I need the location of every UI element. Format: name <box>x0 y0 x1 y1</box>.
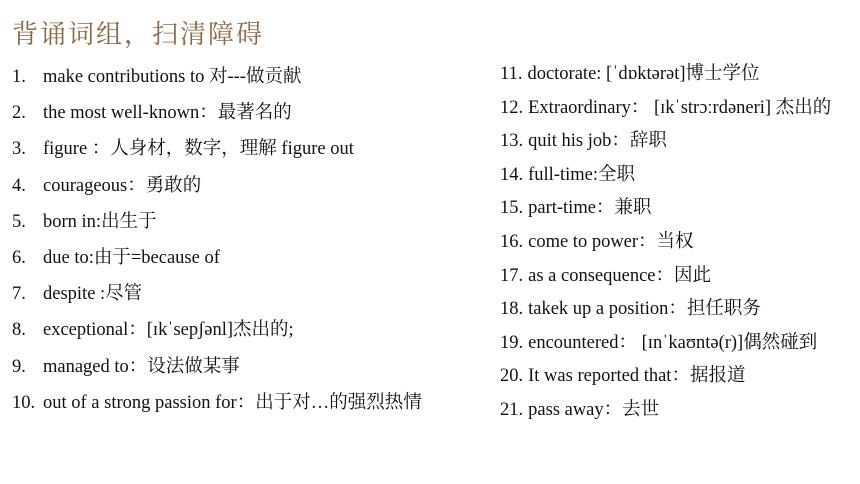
item-text: make contributions to 对---做贡献 <box>43 67 302 87</box>
item-number: 12. <box>500 97 524 118</box>
list-item <box>12 207 498 243</box>
list-item <box>12 279 498 315</box>
list-item <box>500 396 860 430</box>
item-number: 3. <box>12 139 26 160</box>
phrase-list-left <box>12 62 498 424</box>
item-text: encountered： [ɪnˈkaʊntə(r)]偶然碰到 <box>528 332 818 353</box>
item-number: 9. <box>12 356 26 377</box>
item-number: 14. <box>500 164 524 185</box>
list-item <box>500 329 860 363</box>
list-item <box>12 134 498 170</box>
item-text: quit his job：辞职 <box>528 131 667 152</box>
item-number: 20. <box>500 366 524 387</box>
item-text: come to power：当权 <box>528 231 694 252</box>
list-item <box>500 362 860 396</box>
list-item <box>12 388 498 424</box>
list-item <box>12 98 498 134</box>
item-number: 8. <box>12 320 26 341</box>
list-item <box>500 262 860 296</box>
list-item <box>12 62 498 98</box>
item-text: part-time：兼职 <box>528 198 652 219</box>
item-text: figure ：人身材，数字，理解 figure out <box>43 139 354 160</box>
list-item <box>12 171 498 207</box>
slide-title: 背诵词组，扫清障碍 <box>12 20 265 50</box>
item-text: full-time:全职 <box>528 164 635 185</box>
item-text: pass away：去世 <box>528 399 660 420</box>
list-item <box>12 243 498 279</box>
item-number: 5. <box>12 211 26 232</box>
item-text: out of a strong passion for：出于对…的强烈热情 <box>43 392 422 413</box>
phrase-list-right <box>500 60 860 430</box>
item-number: 18. <box>500 299 524 320</box>
list-item <box>500 60 860 94</box>
item-number: 10. <box>12 392 36 413</box>
list-item <box>500 161 860 195</box>
item-text: doctorate: [ˈdɒktərət]博士学位 <box>527 64 760 84</box>
item-number: 1. <box>12 67 26 87</box>
item-text: exceptional：[ɪkˈsepʃənl]杰出的; <box>43 320 294 341</box>
item-text: due to:由于=because of <box>43 247 220 268</box>
item-number: 19. <box>500 332 524 353</box>
list-item <box>500 295 860 329</box>
item-text: the most well-known：最著名的 <box>43 103 292 124</box>
item-text: takek up a position：担任职务 <box>528 299 761 320</box>
item-number: 11. <box>500 64 523 84</box>
item-text: as a consequence：因此 <box>528 265 712 286</box>
list-item <box>12 315 498 351</box>
item-number: 21. <box>500 399 524 420</box>
item-text: Extraordinary： [ɪkˈstrɔːrdəneri] 杰出的 <box>528 97 832 118</box>
item-number: 2. <box>12 103 26 124</box>
item-text: courageous：勇敢的 <box>43 175 202 196</box>
item-number: 7. <box>12 284 26 305</box>
item-text: born in:出生于 <box>43 211 157 232</box>
list-item <box>12 352 498 388</box>
item-number: 16. <box>500 231 524 252</box>
item-number: 13. <box>500 131 524 152</box>
list-item <box>500 94 860 128</box>
item-number: 15. <box>500 198 524 219</box>
item-number: 4. <box>12 175 26 196</box>
list-item <box>500 194 860 228</box>
list-item <box>500 228 860 262</box>
item-text: managed to：设法做某事 <box>43 356 240 377</box>
item-number: 17. <box>500 265 524 286</box>
list-item <box>500 127 860 161</box>
item-text: despite :尽管 <box>43 284 143 305</box>
item-text: It was reported that：据报道 <box>528 366 746 387</box>
item-number: 6. <box>12 247 26 268</box>
